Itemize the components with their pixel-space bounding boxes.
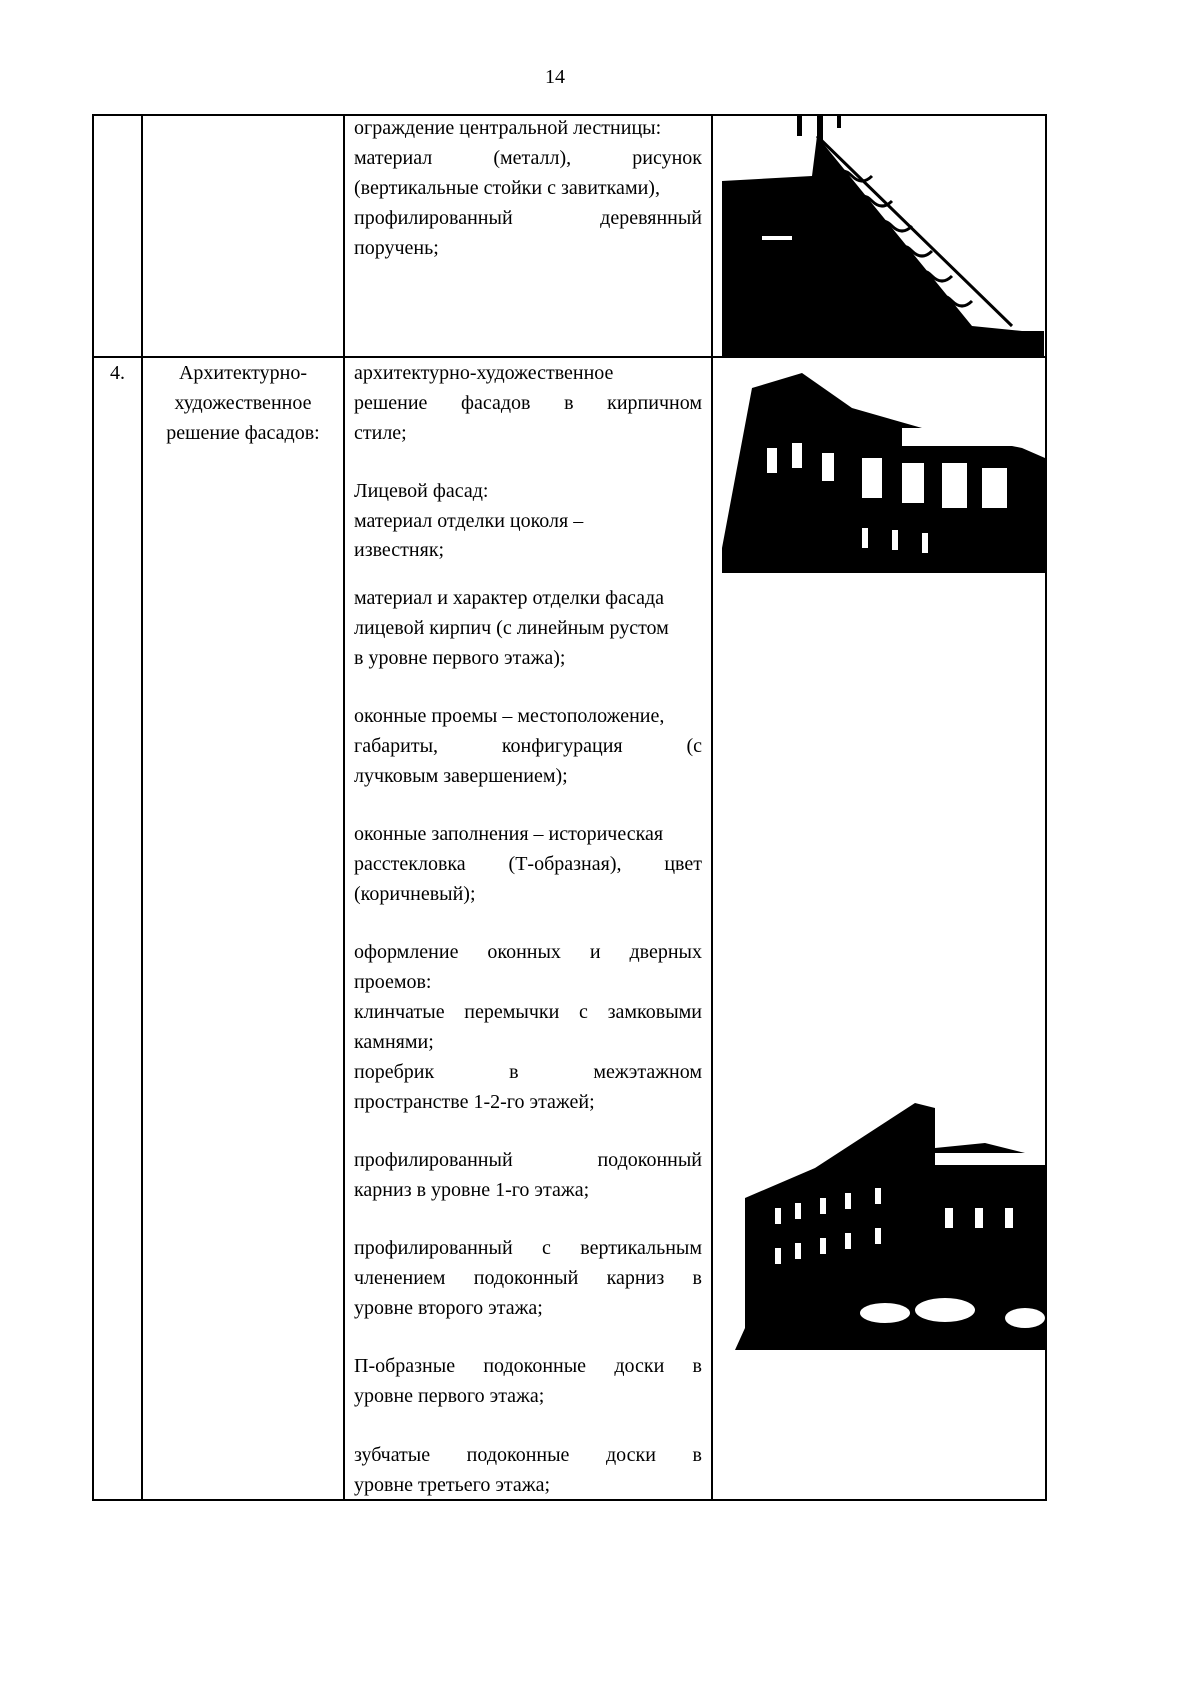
cell-text-line: лучковым завершением); (354, 765, 568, 787)
cell-text-line: профилированный с вертикальным (354, 1237, 702, 1259)
cell-text-line: в уровне первого этажа); (354, 647, 566, 669)
cell-text-line: стиле; (354, 422, 407, 444)
cell-text-line: уровне третьего этажа; (354, 1474, 551, 1496)
column-divider-1 (141, 114, 143, 1501)
cell-text-line: профилированный деревянный (354, 207, 702, 229)
cell-text-line: решение фасадов в кирпичном (354, 392, 702, 414)
cell-text-line: известняк; (354, 539, 445, 561)
column-divider-2 (343, 114, 345, 1501)
cell-text-line: ограждение центральной лестницы: (354, 117, 662, 139)
cell-text-line: членением подоконный карниз в (354, 1267, 702, 1289)
cell-text-line: П-образные подоконные доски в (354, 1355, 702, 1377)
cell-text-line: профилированный подоконный (354, 1149, 702, 1171)
row-title-line: художественное (174, 392, 312, 414)
cell-text-line: материал и характер отделки фасада (354, 587, 665, 609)
facade-photo-1 (722, 368, 1045, 573)
cell-text-line: уровне второго этажа; (354, 1297, 543, 1319)
cell-text-line: оформление оконных и дверных (354, 941, 702, 963)
facade-photo-2 (735, 1098, 1045, 1350)
cell-text-line: проемов: (354, 971, 432, 993)
cell-text-line: расстекловка (Т-образная), цвет (354, 853, 702, 875)
row-title-line: решение фасадов: (166, 422, 320, 444)
cell-text-line: камнями; (354, 1031, 434, 1053)
cell-text-line: клинчатые перемычки с замковыми (354, 1001, 702, 1023)
cell-text-line: материал (металл), рисунок (354, 147, 702, 169)
cell-text-line: поручень; (354, 237, 439, 259)
cell-text-line: (коричневый); (354, 883, 476, 905)
cell-text-line: габариты, конфигурация (с (354, 735, 702, 757)
cell-text-line: карниз в уровне 1-го этажа; (354, 1179, 590, 1201)
cell-text-line: оконные проемы – местоположение, (354, 705, 665, 727)
page-number: 14 (545, 66, 565, 88)
cell-text-line: лицевой кирпич (с линейным рустом (354, 617, 669, 639)
cell-text-line: (вертикальные стойки с завитками), (354, 177, 660, 199)
row-title-line: Архитектурно- (178, 362, 308, 384)
cell-text-line: оконные заполнения – историческая (354, 823, 664, 845)
cell-text-line: уровне первого этажа; (354, 1385, 545, 1407)
staircase-railing-photo (722, 116, 1044, 356)
cell-text-line: поребрик в межэтажном (354, 1061, 702, 1083)
cell-text-line: зубчатые подоконные доски в (354, 1444, 702, 1466)
table-border-left (92, 114, 94, 1501)
cell-text-line: Лицевой фасад: (354, 480, 489, 502)
cell-text-line: архитектурно-художественное (354, 362, 614, 384)
row-number: 4. (110, 362, 125, 384)
column-divider-3 (711, 114, 713, 1501)
cell-text-line: пространстве 1-2-го этажей; (354, 1091, 595, 1113)
cell-text-line: материал отделки цоколя – (354, 510, 584, 532)
table-border-right (1045, 114, 1047, 1501)
